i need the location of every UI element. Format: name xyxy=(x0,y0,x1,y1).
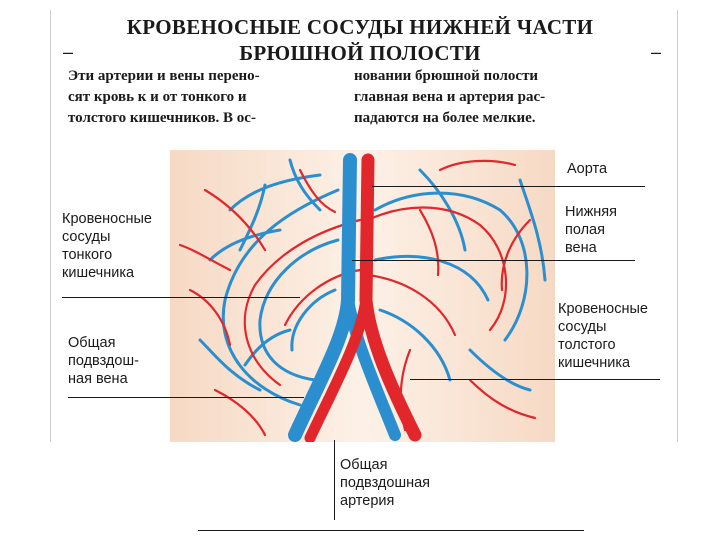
label-line: Кровеносные xyxy=(558,301,648,317)
leader-iliac-artery-vertical xyxy=(334,440,335,520)
label-line: кишечника xyxy=(62,265,135,281)
label-line: Нижняя xyxy=(565,204,617,220)
label-line: тонкого xyxy=(62,247,113,263)
label-line: Общая xyxy=(68,335,116,351)
label-large-intestine xyxy=(558,300,648,372)
leader-iliac-vein xyxy=(68,397,304,398)
bottom-rule xyxy=(198,530,584,531)
leader-aorta xyxy=(372,186,645,187)
label-vena-cava xyxy=(565,203,617,257)
label-aorta-text: Аорта xyxy=(567,161,608,177)
leader-vena-cava xyxy=(352,260,635,261)
page-title xyxy=(60,14,660,66)
label-line: сосуды xyxy=(558,319,607,335)
frame-right-border xyxy=(677,10,678,442)
title-line-1: КРОВЕНОСНЫЕ СОСУДЫ НИЖНЕЙ ЧАСТИ xyxy=(126,15,594,39)
label-line: артерия xyxy=(340,493,395,509)
leader-small-intestine xyxy=(62,297,300,298)
label-aorta xyxy=(567,160,607,178)
title-dash-right: – xyxy=(651,42,662,62)
intro-left-line: сят кровь к и от тонкого и xyxy=(68,89,247,105)
label-line: ная вена xyxy=(68,371,128,387)
leader-large-intestine xyxy=(410,379,660,380)
intro-right-line: падаются на более мелкие. xyxy=(354,110,536,126)
label-line: кишечника xyxy=(558,355,631,371)
label-small-intestine xyxy=(62,210,152,282)
label-line: сосуды xyxy=(62,229,111,245)
label-line: подвздош- xyxy=(68,353,139,369)
intro-left-line: толстого кишечников. В ос- xyxy=(68,110,256,126)
label-line: Общая xyxy=(340,457,388,473)
label-line: вена xyxy=(565,240,597,256)
intro-text-left xyxy=(68,66,260,129)
label-line: подвздошная xyxy=(340,475,431,491)
label-line: Кровеносные xyxy=(62,211,152,227)
label-iliac-vein xyxy=(68,334,139,388)
label-line: полая xyxy=(565,222,605,238)
frame-left-border xyxy=(50,10,51,442)
intro-left-line: Эти артерии и вены перено- xyxy=(68,68,260,84)
vessel-illustration xyxy=(170,150,555,442)
label-iliac-artery xyxy=(340,456,430,510)
title-dash-left: – xyxy=(63,42,74,62)
intro-right-line: главная вена и артерия рас- xyxy=(354,89,546,105)
label-line: толстого xyxy=(558,337,616,353)
intro-right-line: новании брюшной полости xyxy=(354,68,539,84)
title-line-2: БРЮШНОЙ ПОЛОСТИ xyxy=(239,41,481,65)
intro-text-right xyxy=(354,66,545,129)
